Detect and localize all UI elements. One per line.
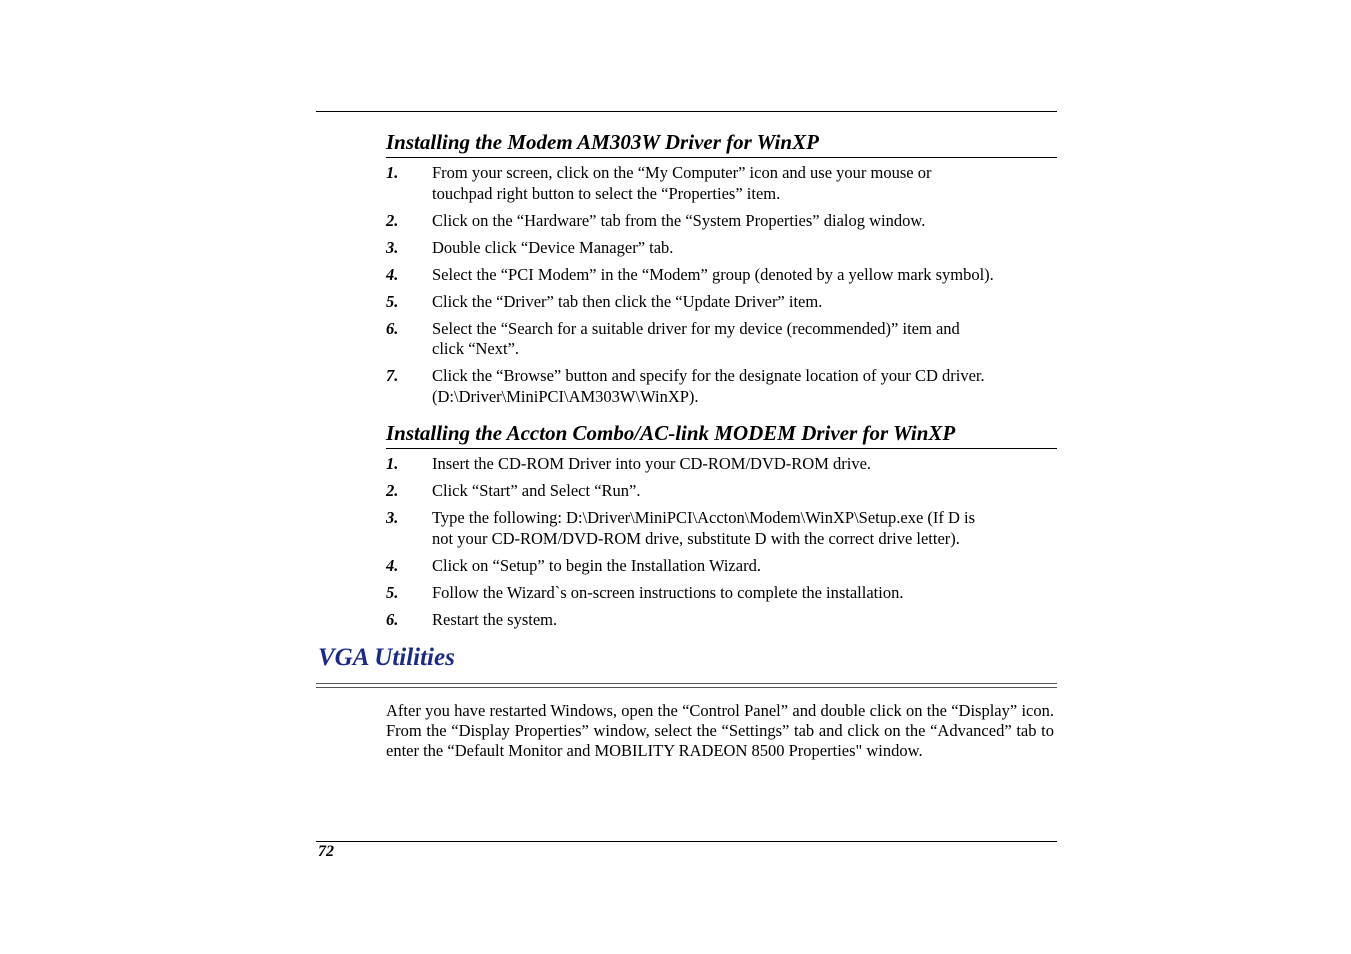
step-number: 6. [386, 609, 399, 629]
step-text: Click the “Driver” tab then click the “Update Driver” item. [432, 291, 823, 311]
step-number: 1. [386, 163, 399, 182]
footer-rule [316, 841, 1057, 842]
accton-modem-heading: Installing the Accton Combo/AC-link MODEM Driver for WinXP [386, 421, 1057, 449]
step-item [386, 265, 1066, 286]
vga-utilities-heading: VGA Utilities [318, 644, 455, 671]
step-text: Select the “Search for a suitable driver for my device (recommended)” item and click “Next”. [432, 318, 960, 358]
step-item [386, 366, 1066, 407]
modem-am303w-steps [386, 163, 1066, 407]
step-item [386, 556, 1066, 577]
accton-modem-section [386, 421, 1066, 637]
page-number: 72 [318, 843, 334, 860]
step-number: 5. [386, 582, 399, 602]
step-text: From your screen, click on the “My Computer” icon and use your mouse or touchpad right button to select the “Properties” item. [432, 163, 932, 203]
modem-am303w-section [386, 130, 1066, 414]
step-number: 3. [386, 508, 399, 527]
step-text: Type the following: D:\Driver\MiniPCI\Accton\Modem\WinXP\Setup.exe (If D is not your CD-ROM/DVD-ROM drive, substitute D with the correct drive letter). [432, 508, 976, 548]
step-text: Select the “PCI Modem” in the “Modem” group (denoted by a yellow mark symbol). [432, 264, 994, 284]
header-rule [316, 111, 1057, 112]
step-item [386, 238, 1066, 259]
step-text: Click “Start” and Select “Run”. [432, 481, 641, 500]
step-number: 2. [386, 481, 399, 500]
step-item [386, 211, 1066, 232]
step-text: Restart the system. [432, 609, 558, 629]
step-number: 4. [386, 264, 399, 284]
step-number: 3. [386, 237, 399, 257]
step-item [386, 583, 1066, 604]
step-item [386, 454, 1066, 475]
vga-instructions-paragraph: After you have restarted Windows, open the “Control Panel” and double click on the “Display” icon. From the “Display Properties” window, select the “Settings” tab and click on the “Advanced” tab to enter the “Default Monitor and MOBILITY RADEON 8500 Properties" window. [386, 701, 1054, 760]
accton-modem-steps [386, 454, 1066, 630]
modem-am303w-heading: Installing the Modem AM303W Driver for WinXP [386, 130, 1057, 158]
step-number: 5. [386, 291, 399, 311]
step-text: Click the “Browse” button and specify for the designate location of your CD driver. (D:\Driver\MiniPCI\AM303W\WinXP). [432, 366, 985, 406]
step-text: Click on the “Hardware” tab from the “System Properties” dialog window. [432, 210, 926, 230]
step-number: 4. [386, 555, 399, 575]
step-text: Insert the CD-ROM Driver into your CD-ROM/DVD-ROM drive. [432, 454, 872, 473]
step-item [386, 508, 1066, 549]
step-number: 6. [386, 318, 399, 338]
step-number: 1. [386, 454, 399, 473]
step-text: Click on “Setup” to begin the Installation Wizard. [432, 555, 761, 575]
step-item [386, 319, 1066, 360]
step-item [386, 163, 1066, 204]
step-number: 2. [386, 210, 399, 230]
step-text: Follow the Wizard`s on-screen instructions to complete the installation. [432, 582, 904, 602]
step-text: Double click “Device Manager” tab. [432, 237, 674, 257]
step-item [386, 292, 1066, 313]
vga-heading-rule [316, 683, 1057, 688]
step-number: 7. [386, 366, 399, 385]
step-item [386, 610, 1066, 631]
step-item [386, 481, 1066, 502]
